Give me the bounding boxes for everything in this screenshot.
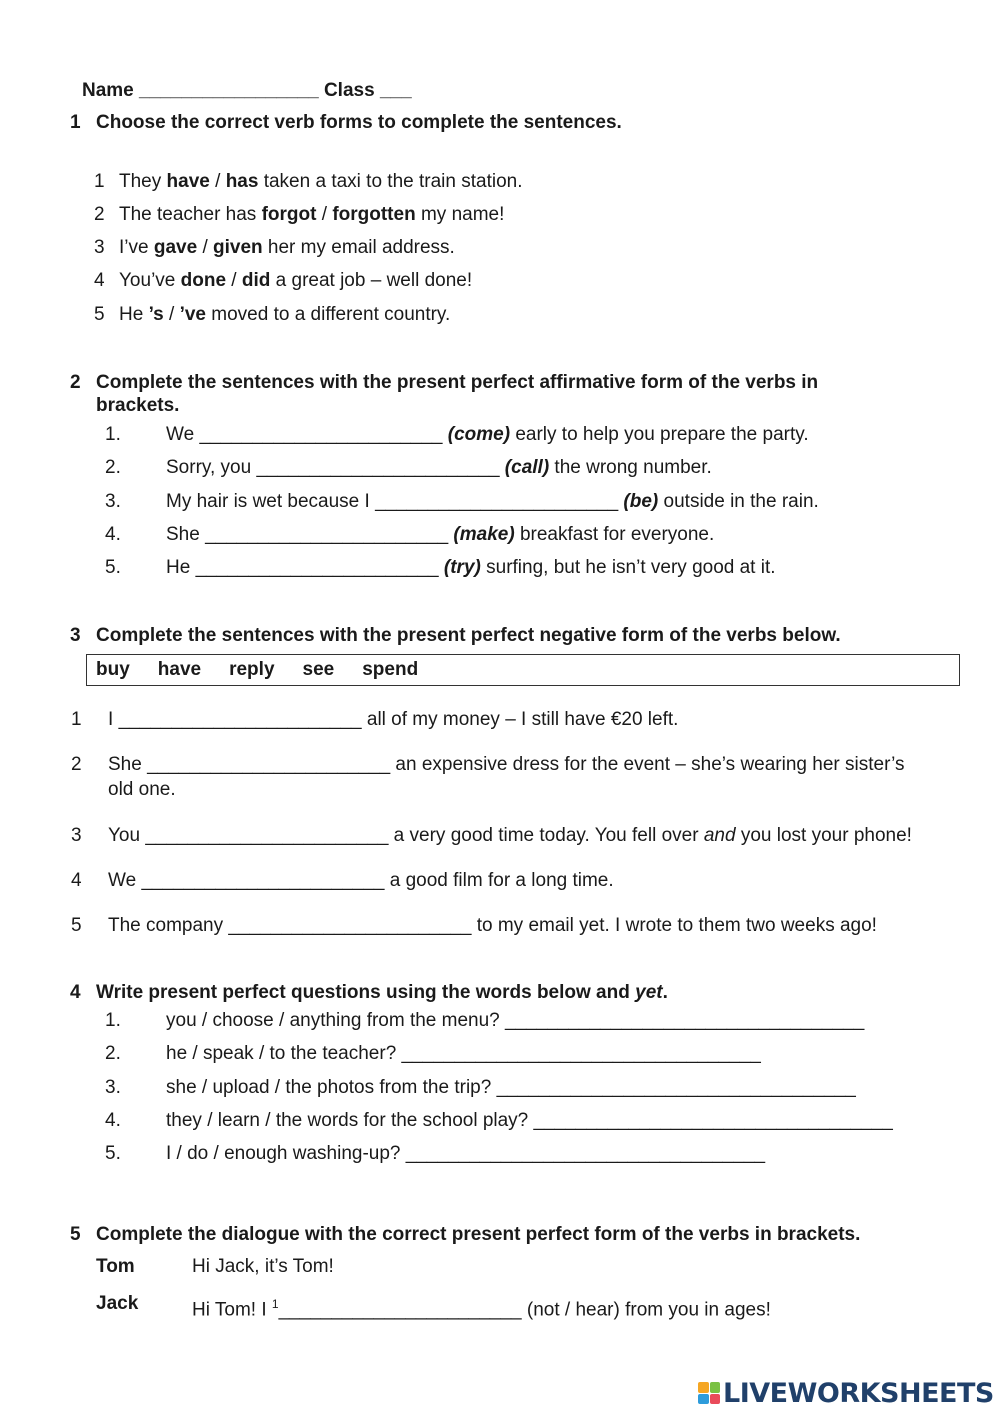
sentence-text: I’ve bbox=[119, 237, 154, 258]
sentence-text: I bbox=[108, 709, 119, 730]
ex3-title: Complete the sentences with the present perfect negative form of the verbs below. bbox=[96, 625, 841, 646]
option-separator: / bbox=[209, 171, 226, 192]
sentence-continuation: old one. bbox=[108, 779, 176, 800]
item-number: 3. bbox=[105, 1077, 121, 1098]
sentence-text: The teacher has bbox=[119, 204, 262, 225]
dialogue-speaker-jack: Jack bbox=[96, 1293, 139, 1314]
question-prompt: I / do / enough washing-up? bbox=[166, 1143, 406, 1164]
sentence-text: her my email address. bbox=[262, 237, 455, 258]
answer-blank[interactable]: _______________________ bbox=[278, 1299, 522, 1321]
gap-number: 1 bbox=[271, 1297, 279, 1311]
ex3-sentence bbox=[108, 915, 877, 937]
word-box-word: buy bbox=[96, 659, 130, 680]
dialogue-speaker-tom: Tom bbox=[96, 1256, 135, 1277]
sentence-italic: and bbox=[703, 825, 736, 846]
name-class-line bbox=[82, 80, 412, 102]
sentence-text: My hair is wet because I bbox=[166, 491, 376, 512]
option-separator: / bbox=[197, 237, 214, 258]
option-separator: / bbox=[163, 304, 180, 325]
sentence-text: a great job – well done! bbox=[270, 270, 473, 291]
sentence-text: a very good time today. You fell over bbox=[388, 825, 704, 846]
name-field[interactable]: _________________ bbox=[139, 80, 319, 101]
answer-blank[interactable]: _______________________ bbox=[145, 825, 389, 846]
ex2-sentence bbox=[166, 557, 776, 579]
option-b[interactable]: did bbox=[241, 270, 271, 291]
ex1-sentence bbox=[119, 304, 450, 326]
answer-blank[interactable]: __________________________________ bbox=[533, 1110, 893, 1131]
ex4-number: 4 bbox=[70, 982, 81, 1003]
answer-blank[interactable]: __________________________________ bbox=[505, 1010, 865, 1031]
answer-blank[interactable]: _______________________ bbox=[199, 424, 443, 445]
item-number: 4 bbox=[94, 270, 105, 291]
option-b[interactable]: given bbox=[213, 237, 263, 258]
option-a[interactable]: ’s bbox=[148, 304, 164, 325]
answer-blank[interactable]: _______________________ bbox=[228, 915, 472, 936]
item-number: 3 bbox=[71, 825, 82, 846]
item-number: 2. bbox=[105, 1043, 121, 1064]
option-a[interactable]: gave bbox=[153, 237, 198, 258]
logo-square bbox=[698, 1382, 709, 1393]
logo-square bbox=[710, 1382, 721, 1393]
ex2-sentence bbox=[166, 457, 712, 479]
answer-blank[interactable]: __________________________________ bbox=[401, 1043, 761, 1064]
item-number: 5 bbox=[71, 915, 82, 936]
item-number: 2. bbox=[105, 457, 121, 478]
sentence-text: Sorry, you bbox=[166, 457, 257, 478]
sentence-text: to my email yet. I wrote to them two weeks ago! bbox=[471, 915, 877, 936]
verb-hint: (call) bbox=[504, 457, 550, 478]
ex2-sentence bbox=[166, 424, 809, 446]
ex2-number: 2 bbox=[70, 372, 81, 393]
word-box-word: reply bbox=[229, 659, 275, 680]
ex3-sentence bbox=[108, 870, 614, 892]
ex1-sentence bbox=[119, 237, 455, 259]
item-number: 1 bbox=[94, 171, 105, 192]
question-prompt: she / upload / the photos from the trip? bbox=[166, 1077, 497, 1098]
ex4-title-end: . bbox=[662, 982, 668, 1003]
item-number: 1. bbox=[105, 1010, 121, 1031]
word-box-word: have bbox=[157, 659, 202, 680]
dialogue-line-tom: Hi Jack, it’s Tom! bbox=[192, 1256, 334, 1277]
verb-hint: (make) bbox=[453, 524, 515, 545]
ex5-number: 5 bbox=[70, 1224, 81, 1245]
sentence-text: He bbox=[119, 304, 149, 325]
answer-blank[interactable]: _______________________ bbox=[141, 870, 385, 891]
ex4-title-italic: yet bbox=[635, 982, 663, 1003]
answer-blank[interactable]: _______________________ bbox=[375, 491, 619, 512]
option-a[interactable]: have bbox=[166, 171, 210, 192]
answer-blank[interactable]: _______________________ bbox=[205, 524, 449, 545]
sentence-text: breakfast for everyone. bbox=[514, 524, 715, 545]
logo-mark-icon bbox=[698, 1382, 720, 1404]
item-number: 5. bbox=[105, 557, 121, 578]
item-number: 2 bbox=[71, 754, 82, 775]
ex4-title-text: Write present perfect questions using the words below and bbox=[96, 982, 636, 1003]
ex3-sentence bbox=[108, 754, 904, 776]
option-a[interactable]: done bbox=[180, 270, 227, 291]
ex4-question bbox=[166, 1010, 864, 1032]
dialogue-text: (not / hear) from you in ages! bbox=[521, 1299, 771, 1321]
logo-square bbox=[698, 1394, 709, 1405]
ex2-title-line2: brackets. bbox=[96, 395, 180, 416]
sentence-text: We bbox=[108, 870, 142, 891]
ex1-sentence bbox=[119, 204, 504, 226]
ex1-sentence bbox=[119, 171, 522, 193]
item-number: 4 bbox=[71, 870, 82, 891]
sentence-text: moved to a different country. bbox=[205, 304, 451, 325]
answer-blank[interactable]: _______________________ bbox=[195, 557, 439, 578]
ex4-title bbox=[96, 981, 668, 1004]
item-number: 1 bbox=[71, 709, 82, 730]
item-number: 3. bbox=[105, 491, 121, 512]
ex3-sentence bbox=[108, 709, 678, 731]
class-field[interactable]: ___ bbox=[379, 80, 412, 101]
sentence-text: She bbox=[166, 524, 206, 545]
sentence-text: an expensive dress for the event – she’s wearing her sister’s bbox=[390, 754, 905, 775]
question-prompt: they / learn / the words for the school play? bbox=[166, 1110, 534, 1131]
option-separator: / bbox=[316, 204, 333, 225]
ex4-question bbox=[166, 1110, 893, 1132]
logo-square bbox=[710, 1394, 721, 1405]
sentence-text: my name! bbox=[415, 204, 505, 225]
sentence-text: She bbox=[108, 754, 148, 775]
ex3-number: 3 bbox=[70, 625, 81, 646]
item-number: 2 bbox=[94, 204, 105, 225]
word-box-word: see bbox=[302, 659, 335, 680]
sentence-text: They bbox=[119, 171, 167, 192]
verb-hint: (try) bbox=[443, 557, 481, 578]
sentence-text: a good film for a long time. bbox=[384, 870, 614, 891]
question-prompt: he / speak / to the teacher? bbox=[166, 1043, 402, 1064]
option-b[interactable]: forgotten bbox=[332, 204, 416, 225]
sentence-text: surfing, but he isn’t very good at it. bbox=[480, 557, 776, 578]
word-box bbox=[86, 654, 960, 686]
sentence-text: all of my money – I still have €20 left. bbox=[361, 709, 679, 730]
item-number: 3 bbox=[94, 237, 105, 258]
sentence-text: We bbox=[166, 424, 200, 445]
liveworksheets-logo bbox=[698, 1378, 994, 1408]
sentence-text: the wrong number. bbox=[549, 457, 712, 478]
ex2-title-line1: Complete the sentences with the present perfect affirmative form of the verbs in bbox=[96, 372, 819, 393]
sentence-text: He bbox=[166, 557, 196, 578]
item-number: 5 bbox=[94, 304, 105, 325]
logo-text: LIVEWORKSHEETS bbox=[723, 1377, 994, 1409]
sentence-text: you lost your phone! bbox=[735, 825, 912, 846]
sentence-text: taken a taxi to the train station. bbox=[258, 171, 523, 192]
ex4-question bbox=[166, 1143, 765, 1165]
option-separator: / bbox=[226, 270, 242, 291]
word-box-word: spend bbox=[362, 659, 419, 680]
item-number: 5. bbox=[105, 1143, 121, 1164]
option-a[interactable]: forgot bbox=[261, 204, 317, 225]
answer-blank[interactable]: _______________________ bbox=[256, 457, 500, 478]
verb-hint: (be) bbox=[623, 491, 659, 512]
ex1-sentence bbox=[119, 270, 472, 292]
ex1-number: 1 bbox=[70, 112, 81, 133]
sentence-text: early to help you prepare the party. bbox=[510, 424, 809, 445]
sentence-text: You’ve bbox=[119, 270, 181, 291]
verb-hint: (come) bbox=[447, 424, 511, 445]
question-prompt: you / choose / anything from the menu? bbox=[166, 1010, 506, 1031]
name-label: Name bbox=[82, 80, 134, 101]
class-label: Class bbox=[323, 80, 375, 101]
item-number: 1. bbox=[105, 424, 121, 445]
sentence-text: The company bbox=[108, 915, 229, 936]
item-number: 4. bbox=[105, 1110, 121, 1131]
option-b[interactable]: ’ve bbox=[179, 304, 206, 325]
dialogue-line-jack bbox=[192, 1293, 771, 1321]
ex4-question bbox=[166, 1077, 856, 1099]
ex2-sentence bbox=[166, 524, 714, 546]
sentence-text: You bbox=[108, 825, 146, 846]
ex4-question bbox=[166, 1043, 761, 1065]
sentence-text: outside in the rain. bbox=[658, 491, 819, 512]
answer-blank[interactable]: __________________________________ bbox=[405, 1143, 766, 1164]
answer-blank[interactable]: __________________________________ bbox=[496, 1077, 856, 1098]
ex2-sentence bbox=[166, 491, 819, 513]
dialogue-text: Hi Tom! I bbox=[192, 1299, 272, 1321]
ex1-title: Choose the correct verb forms to complete the sentences. bbox=[96, 112, 622, 133]
item-number: 4. bbox=[105, 524, 121, 545]
ex3-sentence bbox=[108, 825, 912, 847]
ex5-title: Complete the dialogue with the correct present perfect form of the verbs in brackets. bbox=[96, 1224, 861, 1245]
answer-blank[interactable]: _______________________ bbox=[118, 709, 362, 730]
option-b[interactable]: has bbox=[225, 171, 259, 192]
answer-blank[interactable]: _______________________ bbox=[147, 754, 391, 775]
